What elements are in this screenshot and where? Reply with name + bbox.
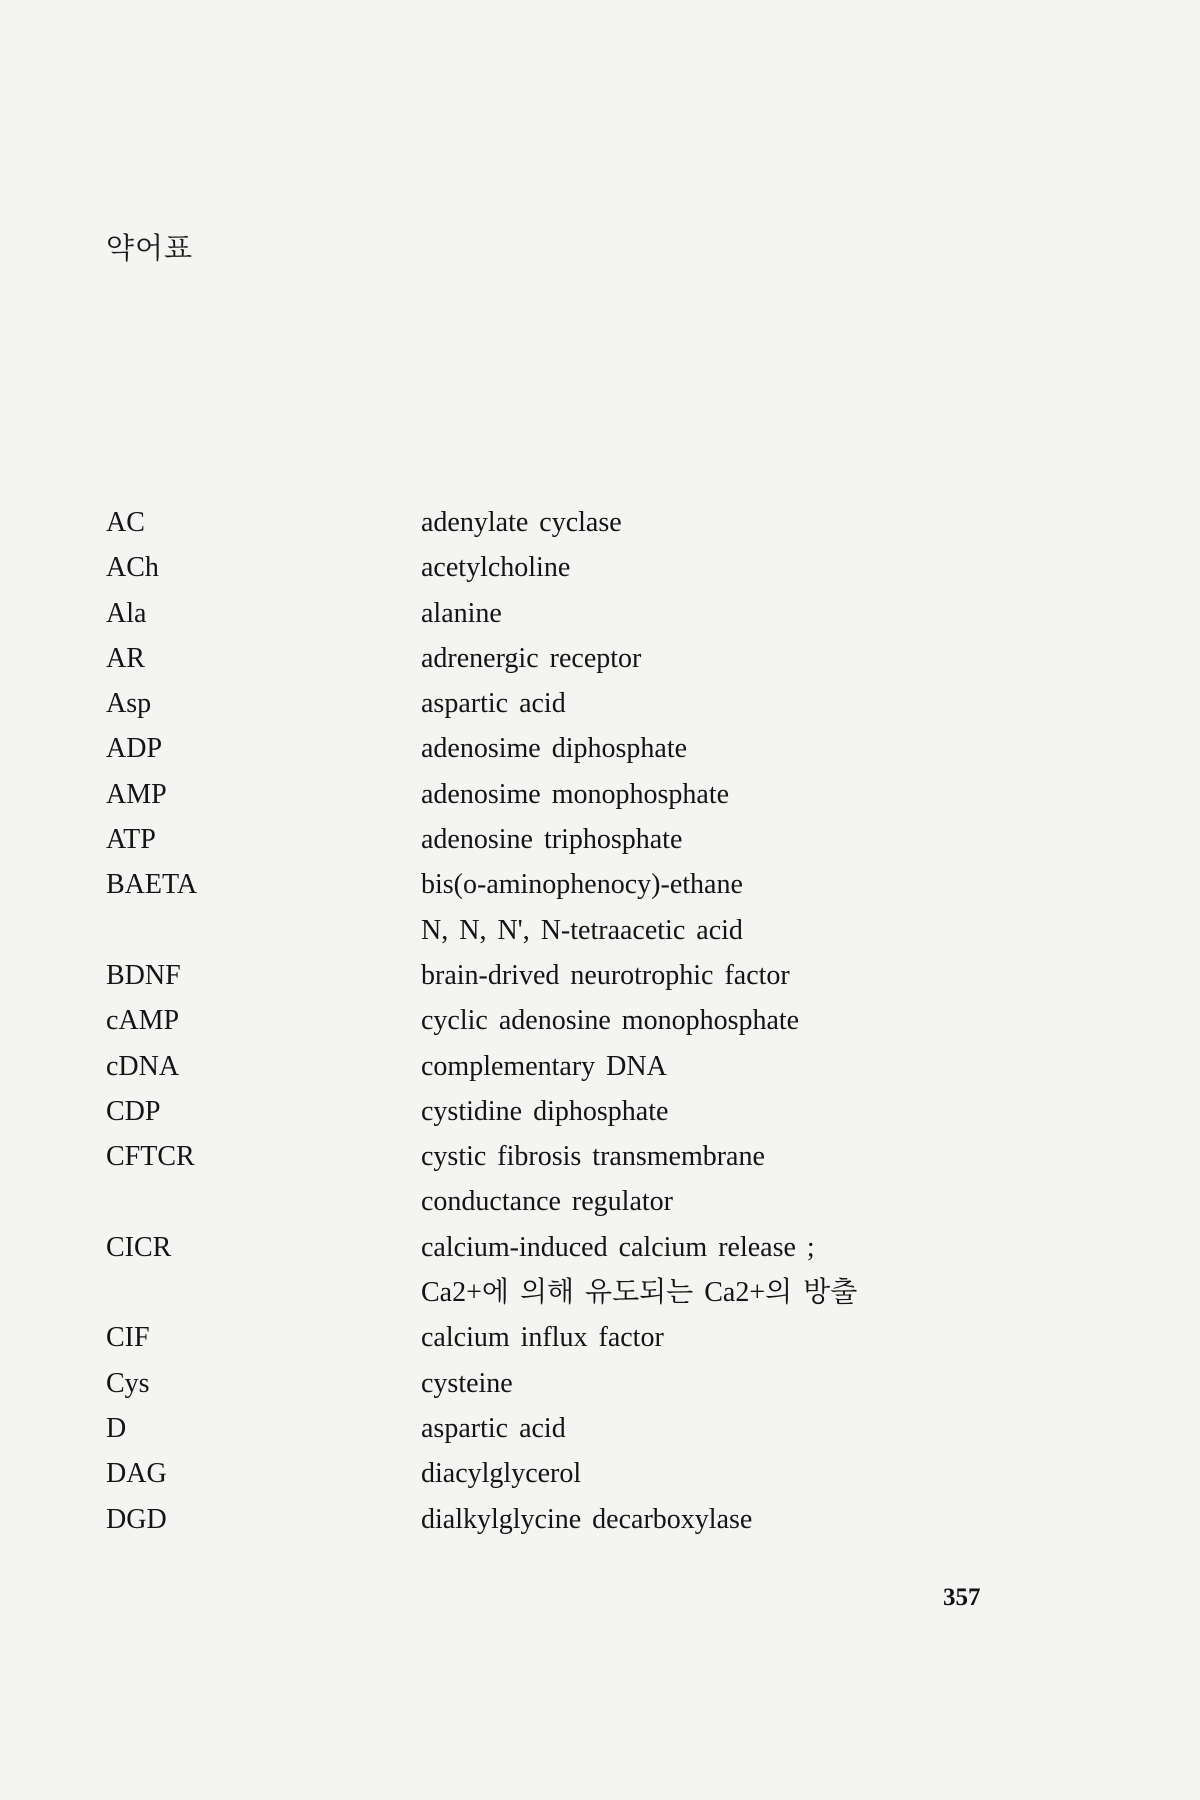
abbreviation-term: Ala <box>106 597 147 629</box>
page-number: 357 <box>943 1584 981 1611</box>
abbreviation-entry <box>106 1089 986 1134</box>
abbreviation-entry <box>106 1497 986 1542</box>
abbreviation-entry <box>106 1451 986 1496</box>
abbreviation-term: D <box>106 1412 127 1444</box>
abbreviation-entry <box>106 1225 986 1316</box>
abbreviation-term: CICR <box>106 1231 172 1263</box>
abbreviation-entry <box>106 998 986 1043</box>
abbreviation-definition <box>421 636 986 681</box>
abbreviation-entry <box>106 500 986 545</box>
definition-line: brain-drived neurotrophic factor <box>421 959 790 991</box>
abbreviation-term: cAMP <box>106 1005 180 1037</box>
abbreviation-term: Asp <box>106 688 152 720</box>
definition-line: adenosine triphosphate <box>421 824 683 856</box>
abbreviation-definition <box>421 953 986 998</box>
abbreviation-entry <box>106 545 986 590</box>
abbreviation-entry <box>106 953 986 998</box>
definition-line: conductance regulator <box>421 1186 673 1218</box>
abbreviation-definition <box>421 772 986 817</box>
abbreviation-term: Cys <box>106 1367 150 1399</box>
abbreviation-entry <box>106 772 986 817</box>
abbreviation-definition <box>421 1044 986 1089</box>
page-title: 약어표 <box>106 231 194 265</box>
abbreviation-definition <box>421 681 986 726</box>
abbreviation-term: cDNA <box>106 1050 180 1082</box>
abbreviation-entry <box>106 636 986 681</box>
abbreviation-entry <box>106 1361 986 1406</box>
abbreviation-term: AMP <box>106 778 167 810</box>
definition-line: bis(o-aminophenocy)-ethane <box>421 869 743 901</box>
definition-line: adenylate cyclase <box>421 507 622 538</box>
abbreviation-definition <box>421 1406 986 1451</box>
abbreviation-entry <box>106 726 986 771</box>
abbreviation-definition <box>421 545 986 590</box>
abbreviation-definition <box>421 500 986 545</box>
abbreviation-entry <box>106 862 986 953</box>
abbreviation-term: AR <box>106 642 145 674</box>
definition-line: cystic fibrosis transmembrane <box>421 1141 765 1173</box>
abbreviation-definition <box>421 1451 986 1496</box>
abbreviation-term: DAG <box>106 1458 167 1490</box>
abbreviation-definition <box>421 862 986 953</box>
abbreviation-entry <box>106 1315 986 1360</box>
definition-line: N, N, N', N-tetraacetic acid <box>421 914 743 946</box>
abbreviation-entry <box>106 817 986 862</box>
definition-line: adenosime monophosphate <box>421 778 730 810</box>
abbreviation-term: ACh <box>106 552 159 584</box>
abbreviation-definition <box>421 1089 986 1134</box>
definition-line: cyclic adenosine monophosphate <box>421 1005 800 1037</box>
definition-line: calcium influx factor <box>421 1322 664 1354</box>
abbreviation-definition <box>421 726 986 771</box>
definition-line: adrenergic receptor <box>421 642 642 674</box>
abbreviation-term: CDP <box>106 1095 161 1127</box>
abbreviation-definition <box>421 1497 986 1542</box>
abbreviation-entry <box>106 1044 986 1089</box>
definition-line: aspartic acid <box>421 1412 566 1444</box>
abbreviation-term: ATP <box>106 824 156 856</box>
abbreviation-entry <box>106 1406 986 1451</box>
abbreviation-term: DGD <box>106 1503 167 1535</box>
abbreviation-term: ADP <box>106 733 163 765</box>
definition-line: Ca2+에 의해 유도되는 Ca2+의 방출 <box>421 1277 858 1309</box>
definition-line: alanine <box>421 597 502 629</box>
definition-line: diacylglycerol <box>421 1458 582 1490</box>
definition-line: acetylcholine <box>421 552 571 584</box>
abbreviation-definition <box>421 817 986 862</box>
definition-line: calcium-induced calcium release ; <box>421 1231 815 1263</box>
definition-line: dialkylglycine decarboxylase <box>421 1503 753 1535</box>
abbreviation-definition <box>421 1225 986 1316</box>
definition-line: complementary DNA <box>421 1050 667 1082</box>
abbreviation-term: BAETA <box>106 869 198 901</box>
abbreviation-definition <box>421 1315 986 1360</box>
definition-line: adenosime diphosphate <box>421 733 688 765</box>
abbreviation-definition <box>421 998 986 1043</box>
abbreviation-term: BDNF <box>106 959 181 991</box>
abbreviation-term: AC <box>106 507 145 538</box>
abbreviation-term: CIF <box>106 1322 150 1354</box>
abbreviation-entry <box>106 681 986 726</box>
abbreviation-term: CFTCR <box>106 1141 195 1173</box>
abbreviation-definition <box>421 1361 986 1406</box>
abbreviation-entry <box>106 591 986 636</box>
abbreviation-definition <box>421 1134 986 1225</box>
abbreviation-list <box>106 500 986 1542</box>
definition-line: aspartic acid <box>421 688 566 720</box>
abbreviation-entry <box>106 1134 986 1225</box>
abbreviation-definition <box>421 591 986 636</box>
definition-line: cysteine <box>421 1367 513 1399</box>
definition-line: cystidine diphosphate <box>421 1095 669 1127</box>
